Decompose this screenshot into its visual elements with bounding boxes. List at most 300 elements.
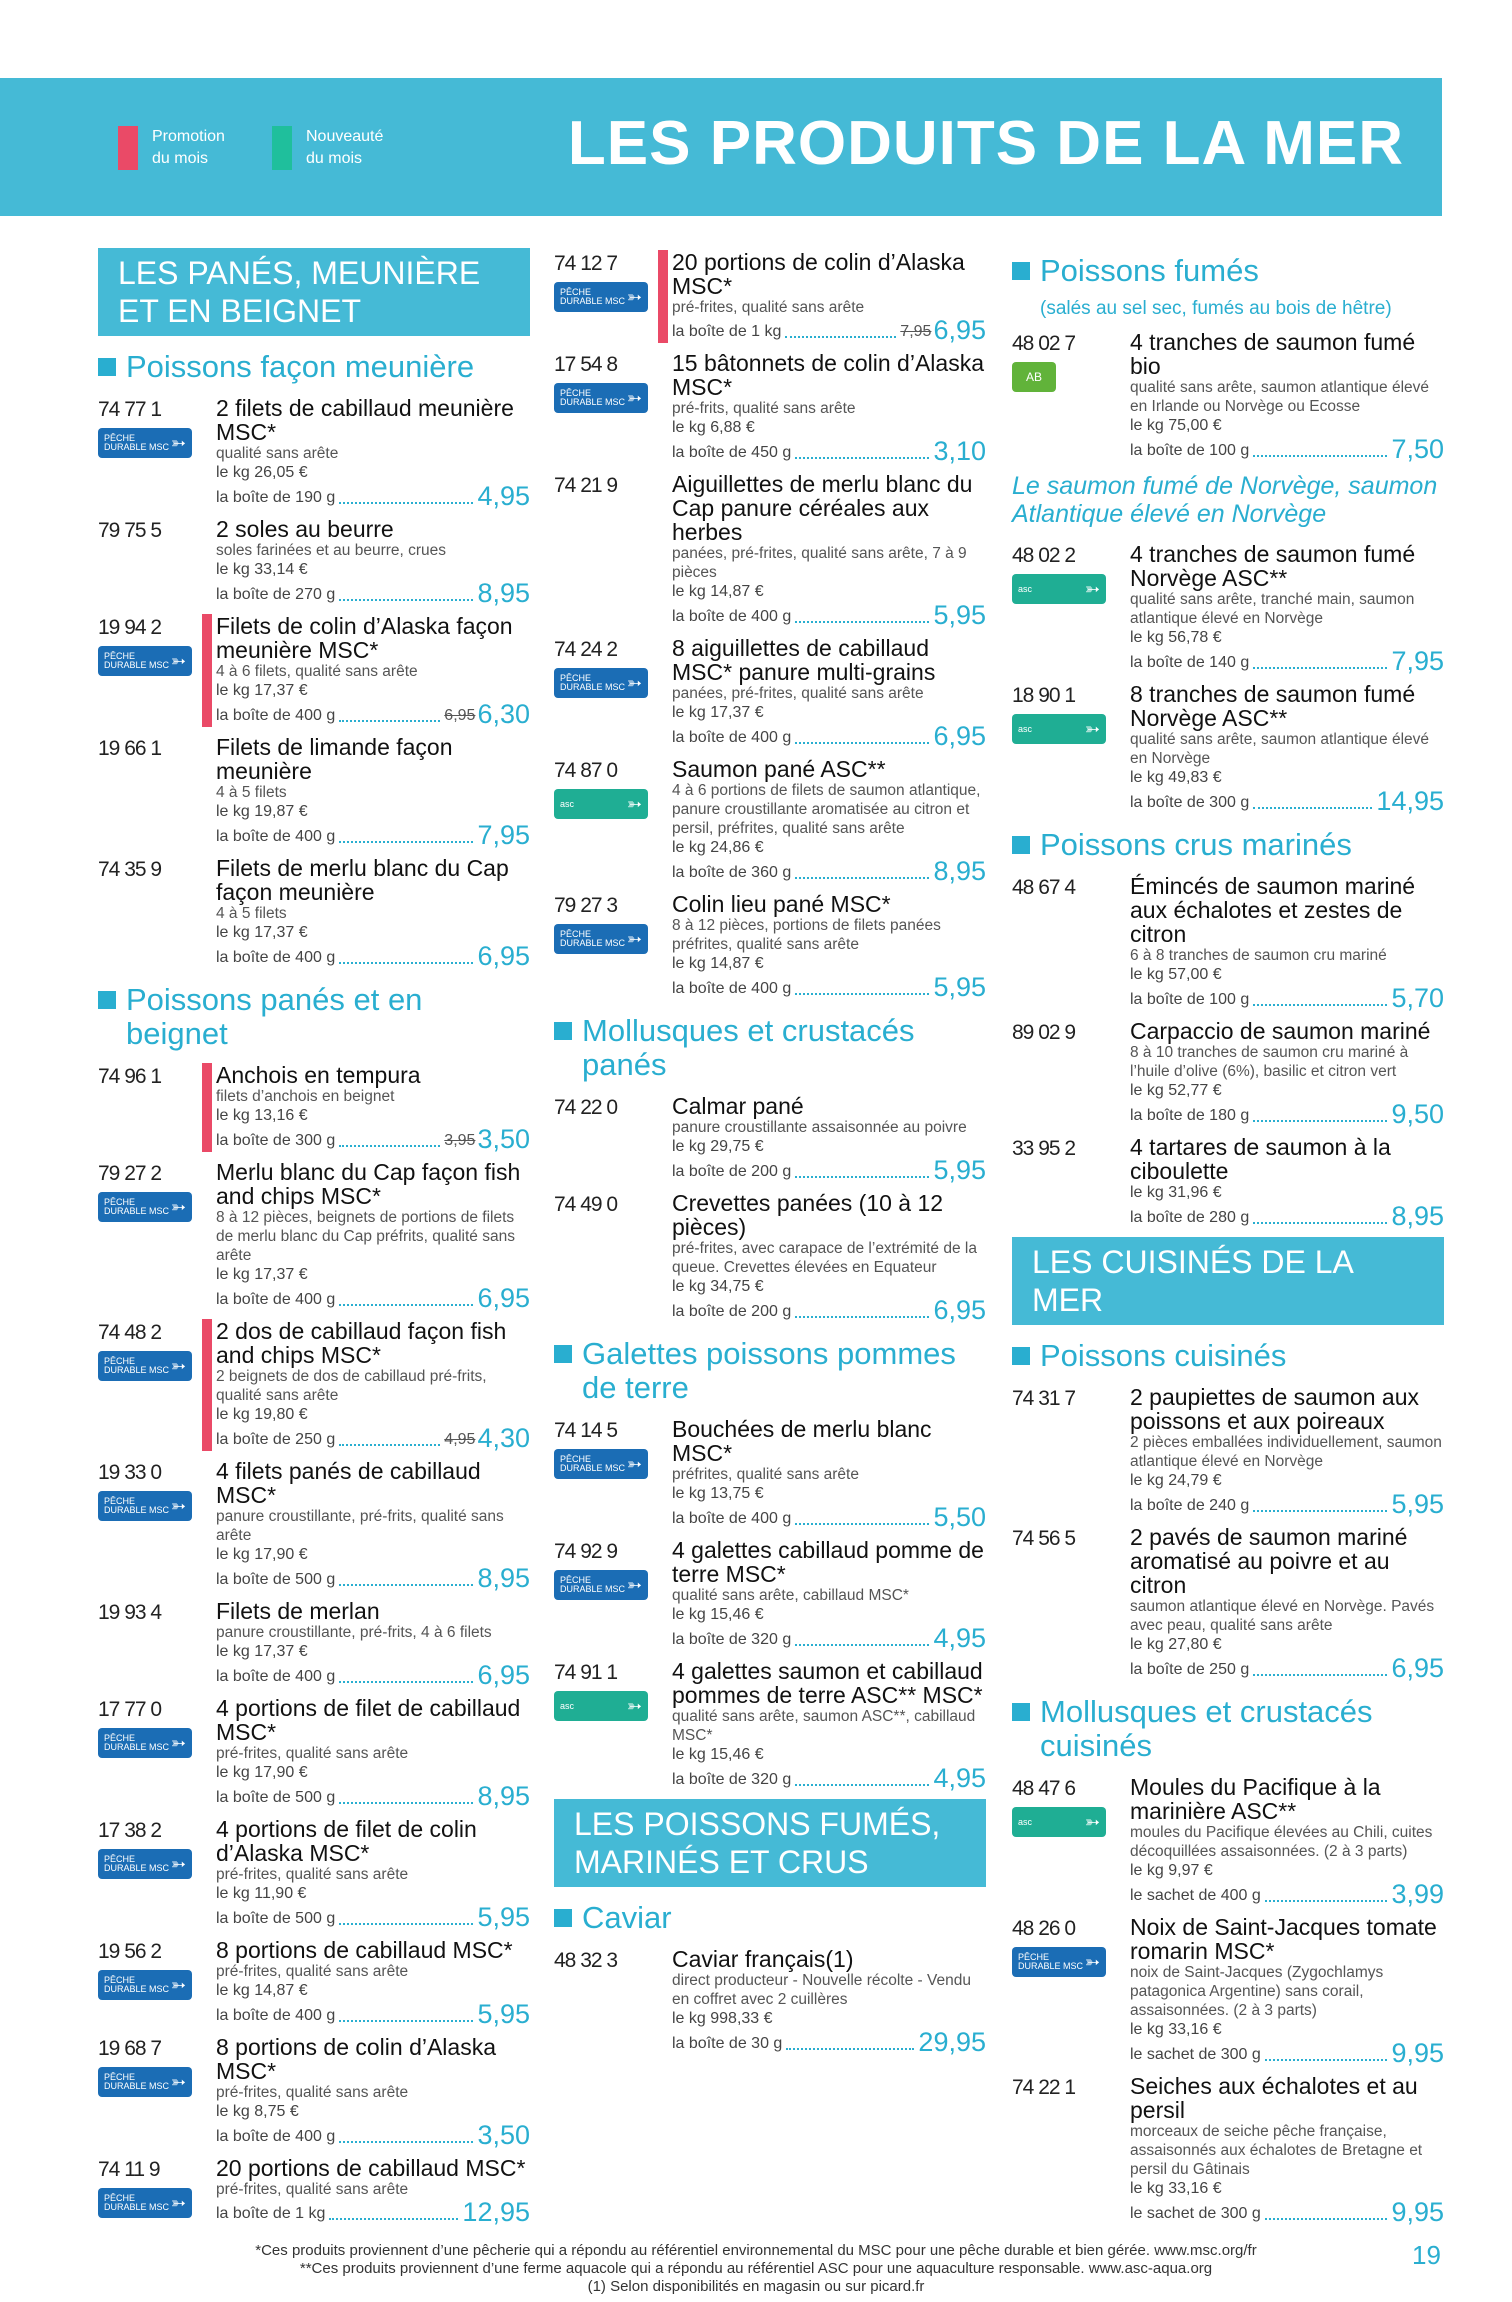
product-info (202, 1160, 530, 1311)
product-description: qualité sans arête, cabillaud MSC* (672, 1587, 909, 1604)
product-info (1116, 330, 1444, 462)
product-description: pré-frites, qualité sans arête (216, 1745, 409, 1762)
sub-fumes: Poissons fumés (1012, 254, 1444, 288)
fish-logo-icon: ➳ (170, 2071, 186, 2092)
sub-mollusques-cuisines: Mollusques et crustacés cuisinés (1012, 1695, 1444, 1763)
product-item (98, 735, 530, 848)
product-code: 48 02 7 (1012, 332, 1076, 355)
package-size: la boîte de 400 g (672, 1510, 792, 1527)
product-name: Calmar pané (672, 1093, 804, 1119)
leader-dots (339, 1304, 473, 1306)
fish-logo-icon: ➳ (1084, 578, 1100, 599)
product-name: 4 portions de filet de cabillaud MSC* (216, 1695, 521, 1745)
price-per-kg: le kg 52,77 € (1130, 1082, 1222, 1099)
product-price: 5,95 (477, 1902, 530, 1932)
price-per-kg: le kg 27,80 € (1130, 1636, 1222, 1653)
product-description: panure croustillante, pré-frits, qualité sans arête (216, 1508, 504, 1544)
product-price: 8,95 (477, 1781, 530, 1811)
msc-badge (98, 1970, 192, 2000)
product-left (98, 1696, 202, 1809)
product-info (202, 517, 530, 606)
product-left (98, 1599, 202, 1688)
package-size: la boîte de 400 g (216, 2128, 336, 2145)
product-code: 79 27 3 (554, 894, 618, 917)
product-name: Filets de merlu blanc du Cap façon meunière (216, 855, 509, 905)
header-banner (0, 78, 1442, 216)
product-code: 48 32 3 (554, 1949, 618, 1972)
product-item (554, 351, 986, 464)
price-per-kg: le kg 34,75 € (672, 1278, 764, 1295)
product-info (202, 1063, 530, 1152)
promo-marker (202, 1319, 212, 1451)
leader-dots (1253, 1222, 1387, 1224)
product-item (1012, 1775, 1444, 1907)
sub-galettes: Galettes poissons pommes de terre (554, 1337, 986, 1405)
product-info (658, 1094, 986, 1183)
product-price-line (1130, 2199, 1444, 2225)
product-info (658, 892, 986, 1000)
product-left (554, 1191, 658, 1323)
product-name: 4 portions de filet de colin d’Alaska MSC* (216, 1816, 477, 1866)
product-left (554, 1417, 658, 1530)
fish-logo-icon: ➳ (170, 1196, 186, 1217)
product-price: 3,10 (933, 436, 986, 466)
product-code: 74 31 7 (1012, 1387, 1076, 1410)
product-left (98, 2156, 202, 2225)
product-name: 4 tartares de saumon à la ciboulette (1130, 1134, 1391, 1184)
leader-dots (1253, 1004, 1387, 1006)
fish-logo-icon: ➳ (170, 1974, 186, 1995)
product-item (554, 472, 986, 628)
package-size: la boîte de 400 g (216, 2007, 336, 2024)
product-price: 6,30 (477, 699, 530, 729)
product-price-line (216, 1285, 530, 1311)
fish-logo-icon: ➳ (170, 1732, 186, 1753)
product-code: 74 56 5 (1012, 1527, 1076, 1550)
leader-dots (795, 1176, 929, 1178)
promo-marker (202, 614, 212, 727)
product-description: soles farinées et au beurre, crues (216, 542, 447, 559)
fish-logo-icon: ➳ (626, 793, 642, 814)
price-per-kg: le kg 998,33 € (672, 2010, 773, 2027)
product-code: 74 77 1 (98, 398, 162, 421)
column-1 (98, 248, 530, 2233)
product-code: 74 21 9 (554, 474, 618, 497)
package-size: la boîte de 400 g (672, 608, 792, 625)
asc-badge-label: asc (1018, 583, 1033, 594)
product-name: 2 dos de cabillaud façon fish and chips MSC* (216, 1318, 507, 1368)
legend-new-label: Nouveauté du mois (306, 128, 384, 167)
product-code: 74 11 9 (98, 2158, 160, 2181)
product-description: 8 à 12 pièces, beignets de portions de filets de merlu blanc du Cap préfrits, qualité sans arête (216, 1209, 515, 1264)
product-item (98, 517, 530, 606)
product-code: 19 66 1 (98, 737, 162, 760)
asc-badge (554, 1691, 648, 1721)
product-description: pré-frites, qualité sans arête (672, 299, 865, 316)
product-price-line (672, 1625, 986, 1651)
product-description: 2 pièces emballées individuellement, saumon atlantique élevé en Norvège (1130, 1434, 1442, 1470)
product-price: 7,95 (477, 820, 530, 850)
product-description: direct producteur - Nouvelle récolte - Vendu en coffret avec 2 cuillères (672, 1972, 971, 2008)
asc-badge-label: asc (560, 798, 575, 809)
msc-badge (554, 383, 648, 413)
msc-badge (98, 646, 192, 676)
product-left (554, 1094, 658, 1183)
product-info (202, 1938, 530, 2027)
section-panes: LES PANÉS, MEUNIÈRE ET EN BEIGNET (98, 248, 530, 336)
product-left (98, 517, 202, 606)
product-item (554, 1538, 986, 1651)
product-left (1012, 542, 1116, 674)
package-size: la boîte de 180 g (1130, 1107, 1250, 1124)
product-name: 20 portions de cabillaud MSC* (216, 2155, 526, 2181)
product-description: panure croustillante, pré-frits, 4 à 6 filets (216, 1624, 492, 1641)
package-size: la boîte de 1 kg (216, 2205, 326, 2222)
product-price-line (216, 2199, 530, 2225)
product-description: saumon atlantique élevé en Norvège. Pavés avec peau, qualité sans arête (1130, 1598, 1435, 1634)
price-per-kg: le kg 6,88 € (672, 419, 755, 436)
product-code: 74 14 5 (554, 1419, 618, 1442)
leader-dots (1253, 807, 1372, 809)
product-description: 4 à 5 filets (216, 784, 287, 801)
product-item (554, 757, 986, 884)
product-price: 4,30 (477, 1423, 530, 1453)
package-size: la boîte de 100 g (1130, 442, 1250, 459)
leader-dots (339, 1923, 473, 1925)
product-price-line (216, 1662, 530, 1688)
msc-badge-label: PÊCHE DURABLE MSC (104, 433, 170, 452)
product-name: Saumon pané ASC** (672, 756, 886, 782)
product-name: Crevettes panées (10 à 12 pièces) (672, 1190, 944, 1240)
msc-badge (554, 1449, 648, 1479)
leader-dots (786, 2048, 914, 2050)
product-left (1012, 1019, 1116, 1127)
product-price: 4,95 (477, 481, 530, 511)
product-info (1116, 1385, 1444, 1517)
leader-dots (339, 841, 473, 843)
fish-logo-icon: ➳ (170, 1355, 186, 1376)
product-name: Filets de limande façon meunière (216, 734, 453, 784)
fish-logo-icon: ➳ (626, 1695, 642, 1716)
product-price: 6,95 (477, 941, 530, 971)
product-name: Carpaccio de saumon mariné (1130, 1018, 1431, 1044)
package-size: la boîte de 100 g (1130, 991, 1250, 1008)
product-price: 8,95 (1391, 1201, 1444, 1231)
fish-logo-icon: ➳ (1084, 718, 1100, 739)
product-info (202, 856, 530, 969)
leader-dots (795, 993, 929, 995)
product-price: 5,95 (933, 1155, 986, 1185)
norway-note: Le saumon fumé de Norvège, saumon Atlantique élevé en Norvège (1012, 472, 1438, 528)
sub-caviar: Caviar (554, 1901, 986, 1935)
product-info (1116, 682, 1444, 814)
product-price-line (216, 1126, 530, 1152)
product-description: 2 beignets de dos de cabillaud pré-frits, qualité sans arête (216, 1368, 487, 1404)
price-per-kg: le kg 75,00 € (1130, 417, 1222, 434)
product-left (554, 1947, 658, 2055)
product-info (202, 396, 530, 509)
leader-dots (785, 336, 896, 338)
package-size: le sachet de 300 g (1130, 2046, 1261, 2063)
product-info (202, 2156, 530, 2225)
product-code: 74 49 0 (554, 1193, 618, 1216)
product-price: 8,95 (477, 578, 530, 608)
product-code: 19 56 2 (98, 1940, 162, 1963)
product-name: 15 bâtonnets de colin d’Alaska MSC* (672, 350, 984, 400)
leader-dots (339, 1802, 473, 1804)
product-left (554, 250, 658, 343)
product-item (554, 636, 986, 749)
fish-logo-icon: ➳ (626, 387, 642, 408)
product-left (98, 1063, 202, 1152)
product-price: 7,95 (1391, 646, 1444, 676)
product-price-line (672, 2029, 986, 2055)
product-info (202, 1696, 530, 1809)
product-info (1116, 2074, 1444, 2225)
leader-dots (795, 1644, 929, 1646)
product-code: 19 93 4 (98, 1601, 162, 1624)
msc-badge-label: PÊCHE DURABLE MSC (560, 929, 626, 948)
product-description: pré-frits, qualité sans arête (672, 400, 856, 417)
product-name: 8 portions de colin d’Alaska MSC* (216, 2034, 496, 2084)
product-price: 12,95 (462, 2197, 530, 2227)
package-size: la boîte de 270 g (216, 586, 336, 603)
product-description: 4 à 5 filets (216, 905, 287, 922)
bio-badge (1012, 362, 1056, 392)
product-name: 2 soles au beurre (216, 516, 394, 542)
package-size: la boîte de 320 g (672, 1771, 792, 1788)
product-info (1116, 1915, 1444, 2066)
msc-badge (554, 1570, 648, 1600)
fish-logo-icon: ➳ (170, 650, 186, 671)
asc-badge (1012, 574, 1106, 604)
msc-badge-label: PÊCHE DURABLE MSC (560, 287, 626, 306)
msc-badge-label: PÊCHE DURABLE MSC (104, 651, 170, 670)
product-price-line (1130, 648, 1444, 674)
package-size: la boîte de 360 g (672, 864, 792, 881)
asc-badge-label: asc (1018, 723, 1033, 734)
product-price-line (1130, 436, 1444, 462)
section-fumes: LES POISSONS FUMÉS, MARINÉS ET CRUS (554, 1799, 986, 1887)
product-item (1012, 542, 1444, 674)
product-price-line (672, 1765, 986, 1791)
product-left (554, 1538, 658, 1651)
package-size: la boîte de 250 g (1130, 1661, 1250, 1678)
price-per-kg: le kg 26,05 € (216, 464, 308, 481)
product-info (658, 1538, 986, 1651)
product-code: 33 95 2 (1012, 1137, 1076, 1160)
product-price-line (672, 1157, 986, 1183)
product-description: qualité sans arête, tranché main, saumon atlantique élevé en Norvège (1130, 591, 1415, 627)
product-code: 18 90 1 (1012, 684, 1076, 707)
bio-badge-label: AB (1025, 369, 1042, 384)
msc-badge (98, 2067, 192, 2097)
old-price: 7,95 (900, 323, 932, 340)
product-item (1012, 1135, 1444, 1229)
product-info (658, 1417, 986, 1530)
product-left (1012, 1915, 1116, 2066)
product-description: pré-frites, qualité sans arête (216, 1866, 409, 1883)
product-item (554, 1417, 986, 1530)
price-per-kg: le kg 13,75 € (672, 1485, 764, 1502)
product-price-line (1130, 2040, 1444, 2066)
product-description: 6 à 8 tranches de saumon cru mariné (1130, 947, 1387, 964)
product-item (1012, 1385, 1444, 1517)
msc-badge-label: PÊCHE DURABLE MSC (560, 1454, 626, 1473)
product-item (1012, 2074, 1444, 2225)
product-code: 48 67 4 (1012, 876, 1076, 899)
product-left (98, 1817, 202, 1930)
package-size: la boîte de 250 g (216, 1431, 336, 1448)
price-per-kg: le kg 17,90 € (216, 1546, 308, 1563)
product-item (554, 250, 986, 343)
product-code: 17 38 2 (98, 1819, 162, 1842)
msc-badge-label: PÊCHE DURABLE MSC (104, 2193, 170, 2212)
product-name: Colin lieu pané MSC* (672, 891, 891, 917)
fish-logo-icon: ➳ (170, 1495, 186, 1516)
msc-badge (98, 1849, 192, 1879)
product-price: 5,50 (933, 1502, 986, 1532)
leader-dots (339, 502, 473, 504)
product-left (554, 757, 658, 884)
product-price: 9,95 (1391, 2197, 1444, 2227)
package-size: la boîte de 320 g (672, 1631, 792, 1648)
product-code: 79 75 5 (98, 519, 162, 542)
product-left (1012, 1775, 1116, 1907)
price-per-kg: le kg 14,87 € (672, 583, 764, 600)
product-left (1012, 2074, 1116, 2225)
product-price: 5,95 (933, 600, 986, 630)
leader-dots (1265, 2059, 1388, 2061)
product-code: 17 77 0 (98, 1698, 162, 1721)
leader-dots (339, 599, 473, 601)
product-name: 4 galettes saumon et cabillaud pommes de terre ASC** MSC* (672, 1658, 983, 1708)
product-code: 74 87 0 (554, 759, 618, 782)
product-price: 3,50 (477, 1124, 530, 1154)
product-price: 6,95 (477, 1283, 530, 1313)
asc-badge-label: asc (1018, 1816, 1033, 1827)
product-item (1012, 1019, 1444, 1127)
package-size: la boîte de 500 g (216, 1789, 336, 1806)
product-left (554, 892, 658, 1000)
fish-logo-icon: ➳ (626, 286, 642, 307)
leader-dots (1253, 455, 1387, 457)
product-code: 19 33 0 (98, 1461, 162, 1484)
package-size: la boîte de 190 g (216, 489, 336, 506)
product-price: 6,95 (1391, 1653, 1444, 1683)
product-left (98, 1459, 202, 1591)
product-price: 8,95 (933, 856, 986, 886)
product-description: panées, pré-frites, qualité sans arête, 7 à 9 pièces (672, 545, 967, 581)
product-price-line (672, 974, 986, 1000)
product-name: 4 tranches de saumon fumé bio (1130, 329, 1416, 379)
footnote-asc: **Ces produits proviennent d’une ferme aquacole qui a répondu au référentiel ASC pour une aquaculture responsable. www.asc-aqua.org (299, 2260, 1213, 2277)
product-description: préfrites, qualité sans arête (672, 1466, 859, 1483)
product-price-line (1130, 788, 1444, 814)
product-price-line (672, 723, 986, 749)
product-left (1012, 1385, 1116, 1517)
msc-badge-label: PÊCHE DURABLE MSC (560, 1575, 626, 1594)
product-price-line (216, 2122, 530, 2148)
product-item (98, 1938, 530, 2027)
product-code: 19 68 7 (98, 2037, 162, 2060)
product-info (1116, 542, 1444, 674)
product-description: pré-frites, qualité sans arête (216, 2181, 409, 2198)
product-item (98, 1459, 530, 1591)
package-size: le sachet de 400 g (1130, 1887, 1261, 1904)
product-info (658, 1659, 986, 1791)
product-left (98, 396, 202, 509)
product-price: 4,95 (933, 1623, 986, 1653)
package-size: la boîte de 400 g (672, 729, 792, 746)
product-price-line (216, 483, 530, 509)
product-price-line (216, 1904, 530, 1930)
msc-badge-label: PÊCHE DURABLE MSC (560, 388, 626, 407)
footer-notes (0, 2242, 1512, 2296)
product-info (1116, 1019, 1444, 1127)
promo-marker (658, 250, 668, 343)
msc-badge-label: PÊCHE DURABLE MSC (104, 1356, 170, 1375)
product-description: noix de Saint-Jacques (Zygochlamys patagonica Argentine) sans corail, assaisonnées. (2 à 3 parts) (1130, 1964, 1384, 2019)
product-name: Noix de Saint-Jacques tomate romarin MSC* (1130, 1914, 1437, 1964)
product-info (202, 1817, 530, 1930)
product-info (658, 472, 986, 628)
product-code: 17 54 8 (554, 353, 618, 376)
product-item (98, 856, 530, 969)
package-size: la boîte de 400 g (216, 1668, 336, 1685)
price-per-kg: le kg 14,87 € (672, 955, 764, 972)
leader-dots (795, 621, 929, 623)
msc-badge (98, 1728, 192, 1758)
product-price-line (672, 1504, 986, 1530)
sub-cuisines: Poissons cuisinés (1012, 1339, 1444, 1373)
product-price: 3,50 (477, 2120, 530, 2150)
price-per-kg: le kg 33,14 € (216, 561, 308, 578)
msc-badge (554, 282, 648, 312)
product-name: Émincés de saumon mariné aux échalotes et zestes de citron (1130, 873, 1416, 947)
leader-dots (339, 2020, 473, 2022)
price-per-kg: le kg 56,78 € (1130, 629, 1222, 646)
package-size: la boîte de 280 g (1130, 1209, 1250, 1226)
product-info (202, 1319, 530, 1451)
price-per-kg: le kg 17,37 € (216, 924, 308, 941)
product-info (658, 250, 986, 343)
sub-mollusques-panes: Mollusques et crustacés panés (554, 1014, 986, 1082)
msc-badge (554, 924, 648, 954)
product-left (98, 2035, 202, 2148)
sub-panes: Poissons panés et en beignet (98, 983, 530, 1051)
product-left (1012, 1135, 1116, 1229)
product-name: Merlu blanc du Cap façon fish and chips MSC* (216, 1159, 521, 1209)
product-item (98, 396, 530, 509)
product-code: 74 24 2 (554, 638, 618, 661)
product-price: 9,50 (1391, 1099, 1444, 1129)
msc-badge (554, 668, 648, 698)
old-price: 4,95 (444, 1431, 476, 1448)
package-size: la boîte de 300 g (216, 1132, 336, 1149)
msc-badge-label: PÊCHE DURABLE MSC (1018, 1952, 1084, 1971)
sub-crus: Poissons crus marinés (1012, 828, 1444, 862)
product-description: panure croustillante assaisonnée au poivre (672, 1119, 967, 1136)
leader-dots (339, 720, 440, 722)
price-per-kg: le kg 13,16 € (216, 1107, 308, 1124)
product-code: 48 47 6 (1012, 1777, 1076, 1800)
product-description: 4 à 6 portions de filets de saumon atlantique, panure croustillante aromatisée au citron et persil, préfrites, qualité sans arête (672, 782, 981, 837)
product-item (98, 1160, 530, 1311)
product-name: 8 tranches de saumon fumé Norvège ASC** (1130, 681, 1416, 731)
legend-promo (118, 126, 242, 170)
product-price: 6,95 (933, 721, 986, 751)
